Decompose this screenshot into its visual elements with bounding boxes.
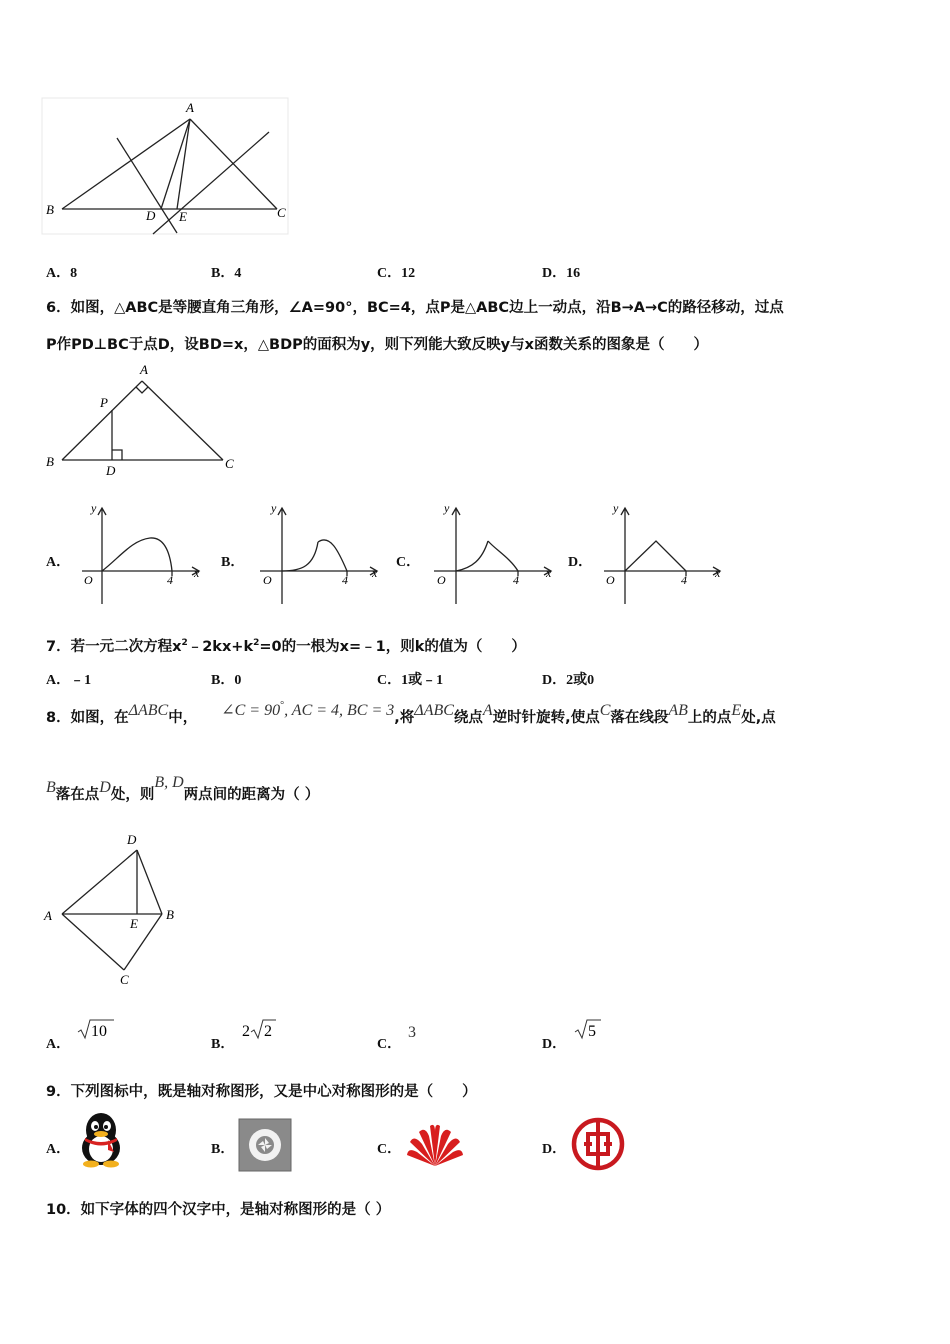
- coefficient: 2: [242, 1023, 250, 1040]
- q8-math: B, D: [154, 774, 184, 791]
- option-value: ﹣1: [70, 673, 92, 688]
- option-letter: B．: [211, 266, 235, 281]
- q8-math: ΔABC: [414, 702, 454, 719]
- q5-label-e: E: [179, 209, 187, 224]
- graph-tick-4: 4: [681, 573, 687, 587]
- option-value: 2或0: [566, 673, 595, 688]
- option-value: 1或﹣1: [401, 673, 444, 688]
- shutter-icon: [238, 1118, 292, 1172]
- q6-graph-d[interactable]: [598, 498, 730, 608]
- q8-option-d-value: [573, 1016, 603, 1042]
- q5-label-d: D: [146, 208, 156, 223]
- q8-math: ∠C = 90: [221, 702, 281, 719]
- graph-y-label: y: [613, 501, 619, 515]
- option-letter: B．: [211, 673, 235, 688]
- graph-y-label: y: [271, 501, 277, 515]
- q8-text: 绕点: [453, 710, 483, 726]
- q8-label-e: E: [130, 916, 138, 931]
- graph-origin-label: O: [84, 573, 93, 587]
- q8-text: 处,点: [741, 710, 776, 726]
- q8-text: 逆时针旋转,使点: [492, 710, 600, 726]
- q7-stem-part: 7．若一元二次方程x: [46, 639, 182, 655]
- q6-label-c: C: [225, 456, 234, 471]
- graph-x-label: x: [194, 566, 200, 580]
- q8-label-a: A: [44, 908, 52, 923]
- q8-text: 8．如图，在: [46, 710, 129, 726]
- q8-math: AB: [668, 702, 688, 719]
- q5-option-d[interactable]: [542, 262, 580, 282]
- q9-stem: 9．下列图标中，既是轴对称图形，又是中心对称图形的是（ ）: [46, 1084, 477, 1100]
- q8-stem-line1: [46, 700, 776, 727]
- graph-y-label: y: [444, 501, 450, 515]
- q8-rotation-figure: [40, 826, 200, 992]
- option-letter: A．: [46, 673, 71, 688]
- q8-math: °: [280, 700, 285, 711]
- q6-label-p: P: [100, 395, 108, 410]
- graph-tick-4: 4: [167, 573, 173, 587]
- q9-option-a[interactable]: A．: [46, 1142, 71, 1157]
- sqrt-radicand: 5: [588, 1023, 596, 1040]
- q10-stem: 10．如下字体的四个汉字中，是轴对称图形的是（ ）: [46, 1202, 391, 1218]
- graph-x-label: x: [546, 566, 552, 580]
- q8-text: 处，则: [110, 787, 155, 803]
- option-value: 0: [234, 673, 242, 688]
- q8-text: ,将: [394, 710, 415, 726]
- q7-stem-part: ﹣2kx+k: [187, 639, 254, 655]
- q7-option-c[interactable]: [377, 669, 443, 689]
- sqrt-radicand: 2: [264, 1023, 272, 1040]
- q5-label-b: B: [46, 202, 54, 217]
- q6-triangle-figure: [40, 360, 250, 478]
- q6-graph-b[interactable]: [252, 498, 384, 608]
- q8-option-a[interactable]: A．: [46, 1037, 71, 1052]
- graph-y-label: y: [91, 501, 97, 515]
- option-letter: C．: [377, 673, 402, 688]
- option-value: 4: [234, 266, 242, 281]
- q8-label-d: D: [127, 832, 137, 847]
- penguin-icon: [74, 1110, 128, 1168]
- q7-superscript: 2: [253, 638, 260, 649]
- q8-text: 中，: [168, 710, 198, 726]
- q8-option-b-value: [240, 1016, 280, 1042]
- q9-option-c[interactable]: C．: [377, 1142, 402, 1157]
- graph-origin-label: O: [606, 573, 615, 587]
- option-value: 16: [566, 266, 581, 281]
- q6-option-d[interactable]: D．: [568, 555, 593, 570]
- option-value: 8: [70, 266, 78, 281]
- q8-math: ΔABC: [128, 702, 169, 719]
- q8-option-c-value: 3: [408, 1024, 416, 1041]
- q5-option-b[interactable]: [211, 262, 241, 282]
- q8-option-c[interactable]: C．: [377, 1037, 402, 1052]
- graph-x-label: x: [372, 566, 378, 580]
- option-value: 12: [401, 266, 416, 281]
- q6-graph-a[interactable]: [74, 498, 206, 608]
- q9-option-b[interactable]: B．: [211, 1142, 235, 1157]
- option-letter: C．: [377, 266, 402, 281]
- q8-math: , AC = 4, BC = 3: [284, 702, 395, 719]
- q8-text: 落在线段: [610, 710, 669, 726]
- q5-triangle-figure: [40, 96, 300, 242]
- q8-math: E: [731, 702, 742, 719]
- q5-label-c: C: [277, 205, 286, 220]
- q8-label-b: B: [166, 907, 174, 922]
- q5-option-c[interactable]: [377, 262, 415, 282]
- q6-option-a[interactable]: A．: [46, 555, 71, 570]
- graph-origin-label: O: [263, 573, 272, 587]
- q6-stem-line2: P作PD⊥BC于点D，设BD=x，△BDP的面积为y，则下列能大致反映y与x函数关系的图象是（ ）: [46, 337, 708, 353]
- q8-math: D: [99, 779, 111, 796]
- option-letter: A．: [46, 266, 71, 281]
- q7-option-a[interactable]: [46, 669, 91, 689]
- q6-graph-c[interactable]: [426, 498, 558, 608]
- q8-stem-line2: [46, 774, 320, 804]
- q7-stem: [46, 635, 526, 656]
- option-letter: D．: [542, 673, 567, 688]
- q8-option-b[interactable]: B．: [211, 1037, 235, 1052]
- huawei-logo-icon: [405, 1122, 465, 1168]
- q7-option-d[interactable]: [542, 669, 594, 689]
- q8-math: A: [482, 702, 493, 719]
- q8-text: 上的点: [687, 710, 732, 726]
- graph-x-label: x: [715, 566, 721, 580]
- icbc-logo-icon: [570, 1116, 626, 1172]
- q5-label-a: A: [186, 100, 194, 115]
- q9-option-d[interactable]: D．: [542, 1142, 567, 1157]
- sqrt-radicand: 10: [91, 1023, 107, 1040]
- option-letter: D．: [542, 266, 567, 281]
- q8-text: 两点间的距离为（ ）: [183, 787, 320, 803]
- q8-math: C: [599, 702, 611, 719]
- graph-tick-4: 4: [342, 573, 348, 587]
- graph-origin-label: O: [437, 573, 446, 587]
- q8-option-a-value: [76, 1016, 116, 1042]
- q6-option-b[interactable]: B．: [221, 555, 245, 570]
- q8-text: 落在点: [55, 787, 100, 803]
- q7-stem-part: =0的一根为x=﹣1，则k的值为（ ）: [259, 639, 526, 655]
- q7-option-b[interactable]: [211, 669, 241, 689]
- q6-option-c[interactable]: C．: [396, 555, 421, 570]
- q5-option-a[interactable]: [46, 262, 77, 282]
- q6-label-a: A: [140, 362, 148, 377]
- q6-stem-line1: 6．如图，△ABC是等腰直角三角形，∠A=90°，BC=4，点P是△ABC边上一动点，沿B→A→C的路径移动，过点: [46, 300, 784, 316]
- q6-label-d: D: [106, 463, 116, 478]
- q8-math: B: [46, 779, 56, 796]
- graph-tick-4: 4: [513, 573, 519, 587]
- q7-superscript: 2: [181, 638, 188, 649]
- q8-option-d[interactable]: D．: [542, 1037, 567, 1052]
- q6-label-b: B: [46, 454, 54, 469]
- q8-label-c: C: [120, 972, 129, 987]
